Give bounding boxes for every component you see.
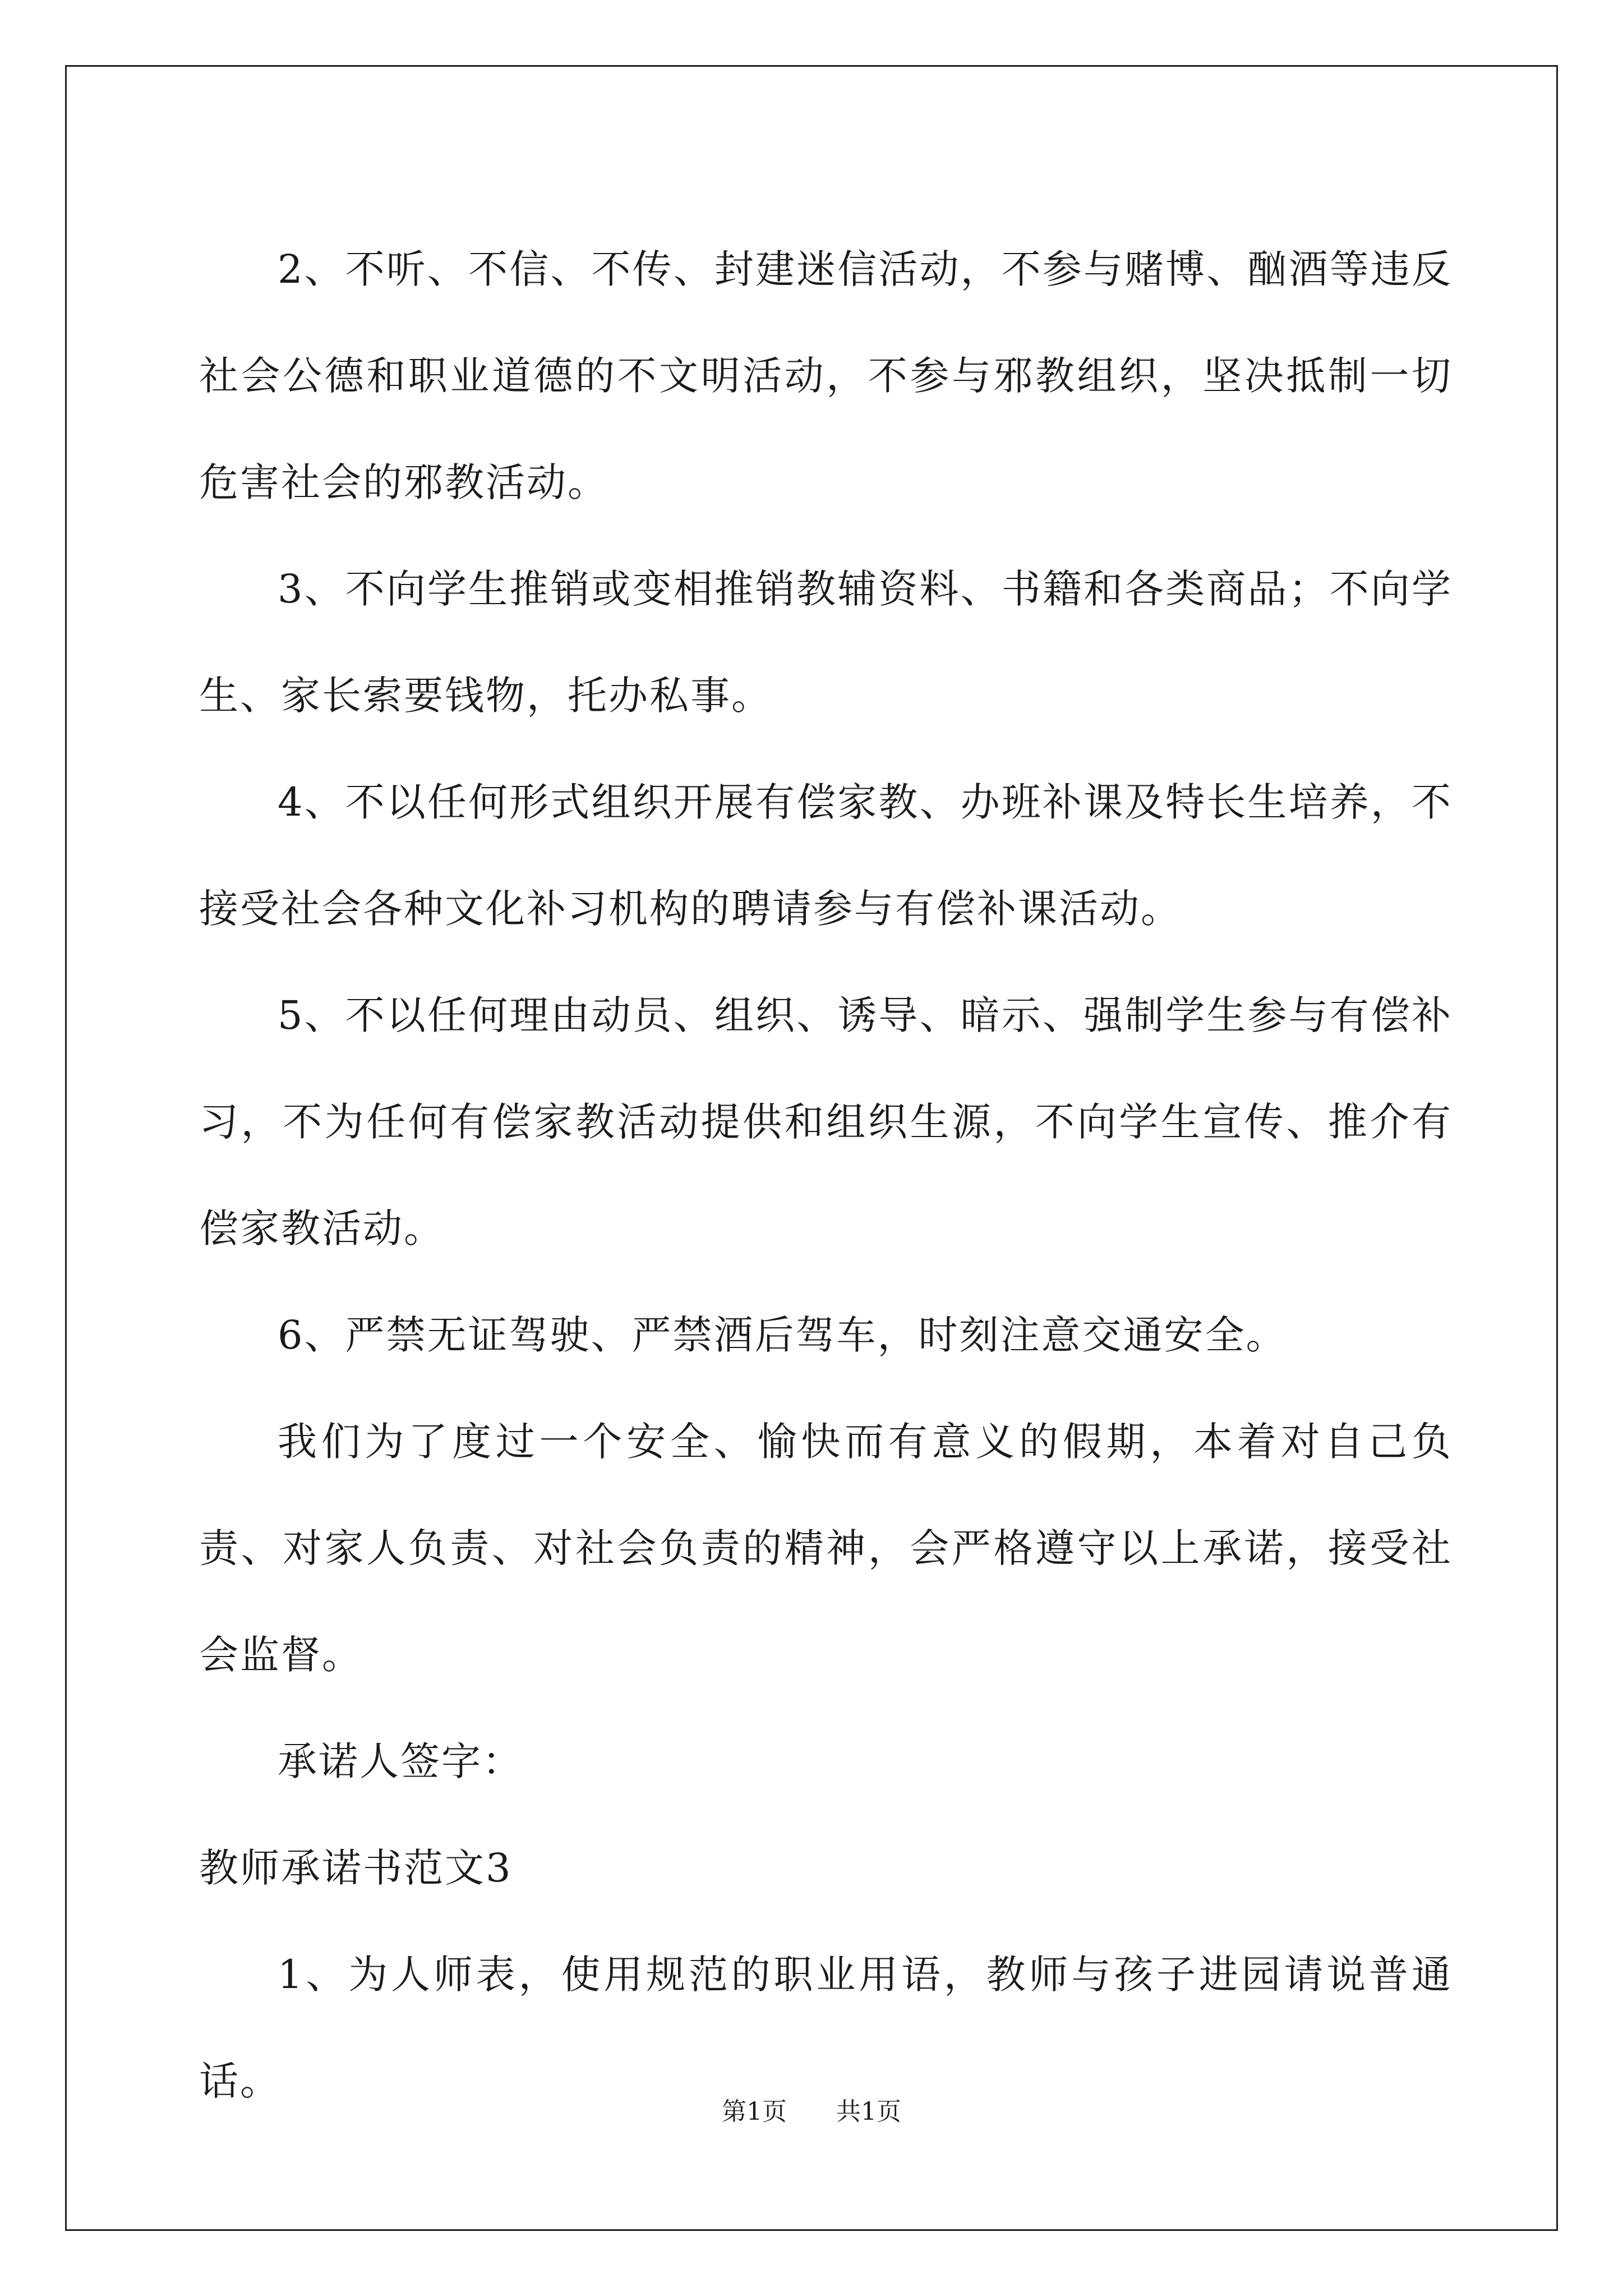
- paragraph-item-6: 6、严禁无证驾驶、严禁酒后驾车，时刻注意交通安全。: [278, 1312, 1287, 1358]
- paragraph-item-2: 2、不听、不信、不传、封建迷信活动，不参与赌博、酗酒等违反社会公德和职业道德的不文明活动，不参与邪教组织，坚决抵制一切危害社会的邪教活动。: [199, 246, 1453, 505]
- section-title: 教师承诺书范文3: [199, 1845, 513, 1891]
- page-number-total: 共1页: [836, 2097, 901, 2126]
- signature-line: 承诺人签字：: [278, 1738, 523, 1784]
- section-paragraph-1: 1、为人师表，使用规范的职业用语，教师与孩子进园请说普通话。: [199, 1952, 1453, 2104]
- paragraph-item-5: 5、不以任何理由动员、组织、诱导、暗示、强制学生参与有偿补习，不为任何有偿家教活动提供和组织生源，不向学生宣传、推介有偿家教活动。: [199, 992, 1453, 1251]
- document-body: [199, 216, 1453, 2134]
- paragraph-item-3: 3、不向学生推销或变相推销教辅资料、书籍和各类商品；不向学生、家长索要钱物，托办私事。: [199, 566, 1453, 719]
- paragraph-item-4: 4、不以任何形式组织开展有偿家教、办班补课及特长生培养，不接受社会各种文化补习机构的聘请参与有偿补课活动。: [199, 779, 1453, 932]
- page-footer: [0, 2091, 1623, 2127]
- page-number-current: 第1页: [722, 2097, 787, 2126]
- paragraph-pledge-statement: 我们为了度过一个安全、愉快而有意义的假期，本着对自己负责、对家人负责、对社会负责的精神，会严格遵守以上承诺，接受社会监督。: [199, 1419, 1453, 1678]
